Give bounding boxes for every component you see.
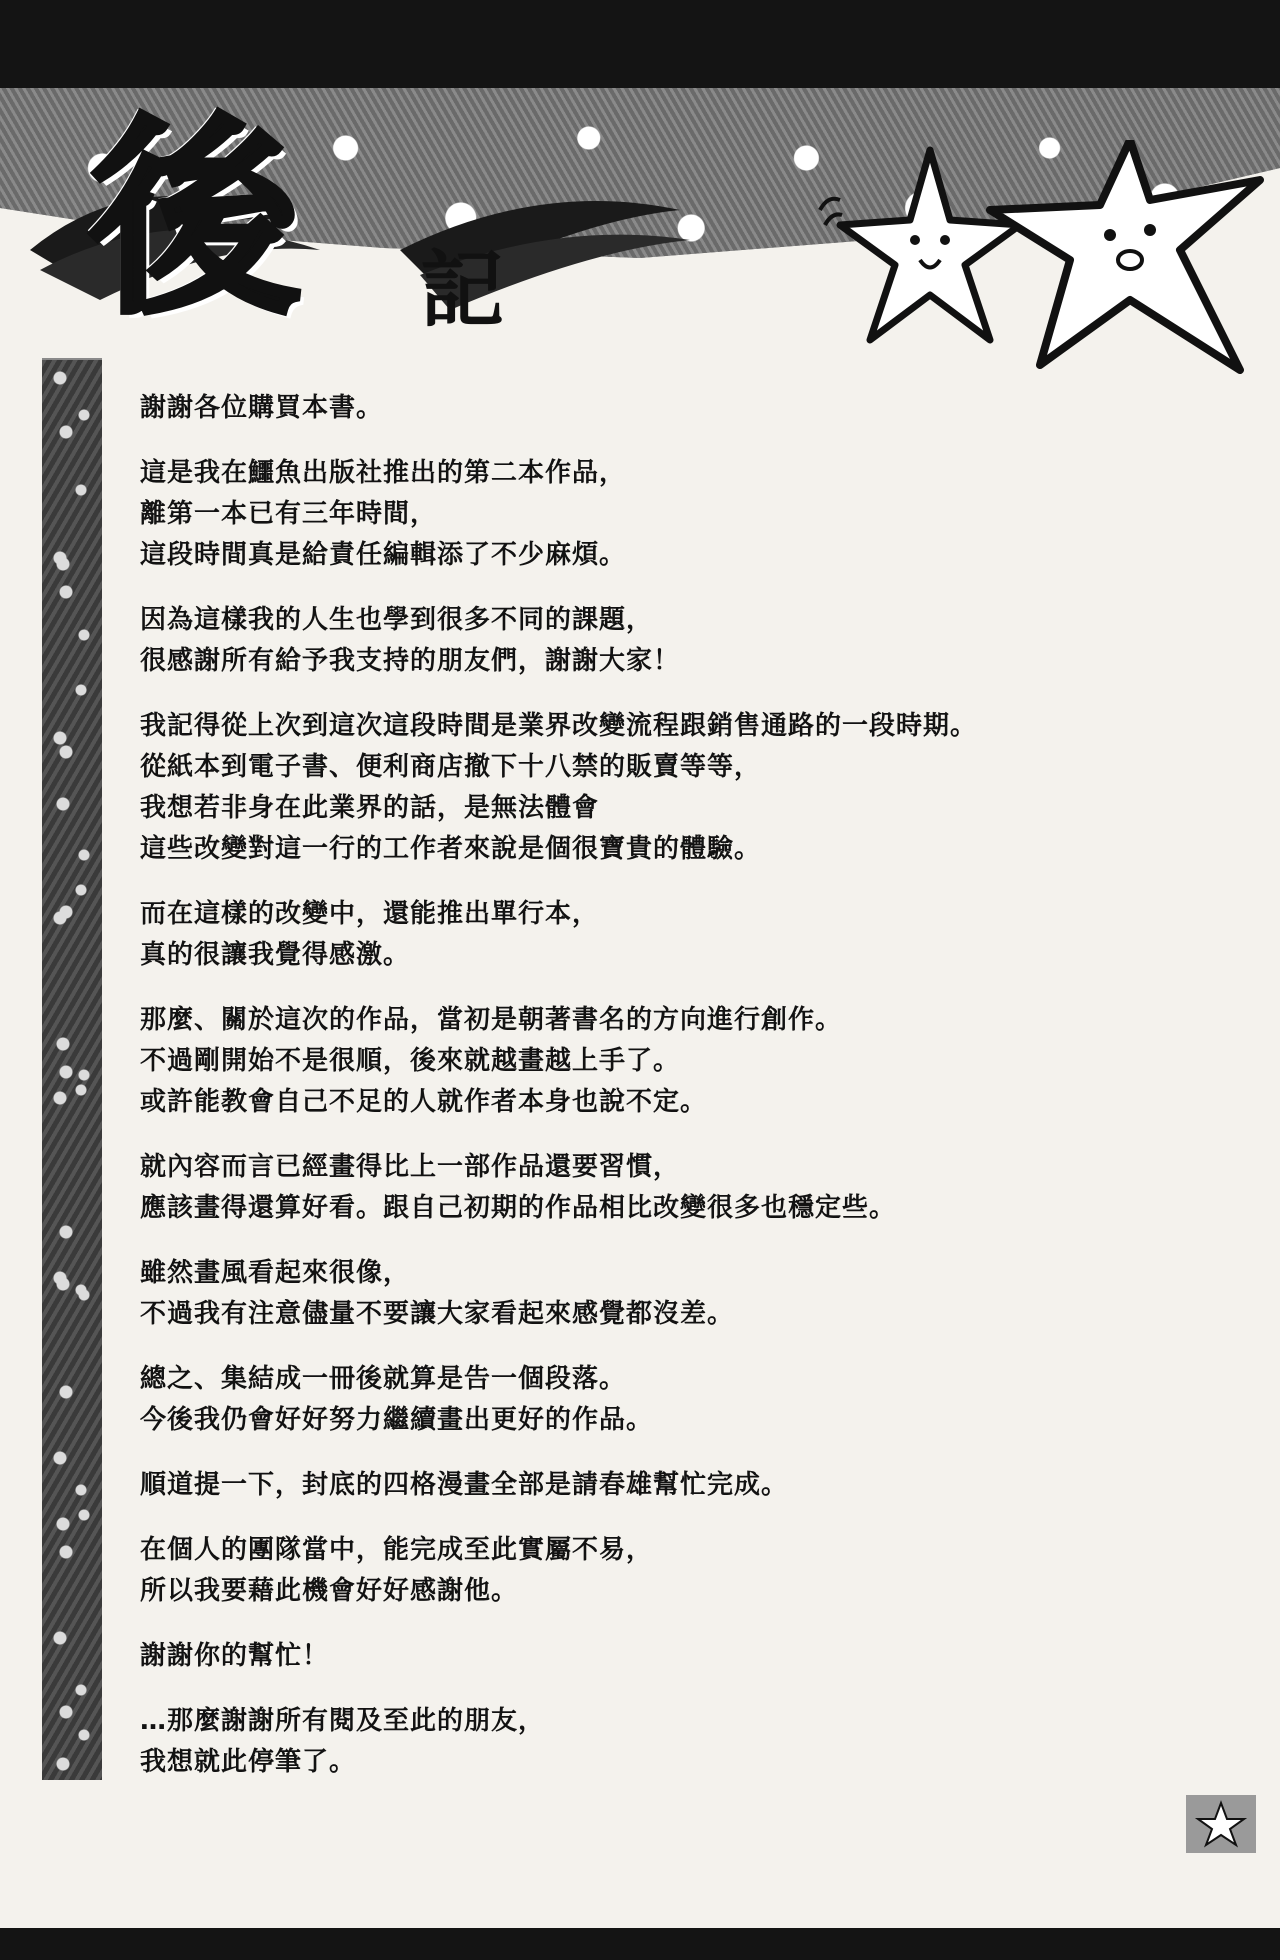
text-line: 從紙本到電子書、便利商店撤下十八禁的販賣等等， <box>140 752 762 782</box>
paragraph-9 <box>140 1359 1140 1441</box>
text-line: 雖然畫風看起來很像， <box>140 1258 411 1288</box>
text-line: 謝謝你的幫忙！ <box>140 1641 330 1671</box>
text-line: 或許能教會自己不足的人就作者本身也說不定。 <box>140 1087 708 1117</box>
text-line: 我想若非身在此業界的話，是無法體會 <box>140 793 600 823</box>
text-line: 真的很讓我覺得感激。 <box>140 940 411 970</box>
large-star-icon <box>990 140 1260 370</box>
paragraph-10 <box>140 1465 1140 1506</box>
text-line: 應該畫得還算好看。跟自己初期的作品相比改變很多也穩定些。 <box>140 1193 897 1223</box>
paragraph-12 <box>140 1636 1140 1677</box>
paragraph-2 <box>140 453 1140 576</box>
text-line: 因為這樣我的人生也學到很多不同的課題， <box>140 605 654 635</box>
text-line: 總之、集結成一冊後就算是告一個段落。 <box>140 1364 627 1394</box>
top-black-border <box>0 0 1280 88</box>
paragraph-11 <box>140 1530 1140 1612</box>
flower-side-strip <box>42 360 102 1780</box>
paragraph-6 <box>140 1000 1140 1123</box>
title-main-glyph: 後 <box>90 97 301 342</box>
text-line: 離第一本已有三年時間， <box>140 499 438 529</box>
small-star-icon <box>820 150 1020 340</box>
paragraph-4 <box>140 706 1140 870</box>
text-line: 不過我有注意儘量不要讓大家看起來感覺都沒差。 <box>140 1299 735 1329</box>
star-stamp-icon <box>1186 1795 1256 1853</box>
paragraph-1 <box>140 388 1140 429</box>
paragraph-13 <box>140 1701 1140 1783</box>
text-line: 那麼、關於這次的作品，當初是朝著書名的方向進行創作。 <box>140 1005 843 1035</box>
text-line: 今後我仍會好好努力繼續畫出更好的作品。 <box>140 1405 654 1435</box>
text-line: 而在這樣的改變中，還能推出單行本， <box>140 899 600 929</box>
star-characters-illustration <box>800 140 1270 410</box>
text-line: 謝謝各位購買本書。 <box>140 393 384 423</box>
text-line: 順道提一下，封底的四格漫畫全部是請春雄幫忙完成。 <box>140 1470 789 1500</box>
paragraph-3 <box>140 600 1140 682</box>
bottom-black-border <box>0 1928 1280 1960</box>
text-line: 不過剛開始不是很順，後來就越畫越上手了。 <box>140 1046 681 1076</box>
text-line: 這些改變對這一行的工作者來說是個很寶貴的體驗。 <box>140 834 762 864</box>
text-line: 就內容而言已經畫得比上一部作品還要習慣， <box>140 1152 681 1182</box>
text-line: 我想就此停筆了。 <box>140 1747 357 1777</box>
paragraph-8 <box>140 1253 1140 1335</box>
text-line: …那麼謝謝所有閱及至此的朋友， <box>140 1706 546 1736</box>
text-line: 在個人的團隊當中，能完成至此實屬不易， <box>140 1535 654 1565</box>
afterword-body <box>140 388 1140 1807</box>
text-line: 這段時間真是給責任編輯添了不少麻煩。 <box>140 540 627 570</box>
paragraph-5 <box>140 894 1140 976</box>
title-sub-glyph: 記 <box>420 241 505 339</box>
text-line: 所以我要藉此機會好好感謝他。 <box>140 1576 519 1606</box>
text-line: 這是我在鱷魚出版社推出的第二本作品， <box>140 458 627 488</box>
paragraph-7 <box>140 1147 1140 1229</box>
text-line: 很感謝所有給予我支持的朋友們，謝謝大家！ <box>140 646 681 676</box>
text-line: 我記得從上次到這次這段時間是業界改變流程跟銷售通路的一段時期。 <box>140 711 978 741</box>
